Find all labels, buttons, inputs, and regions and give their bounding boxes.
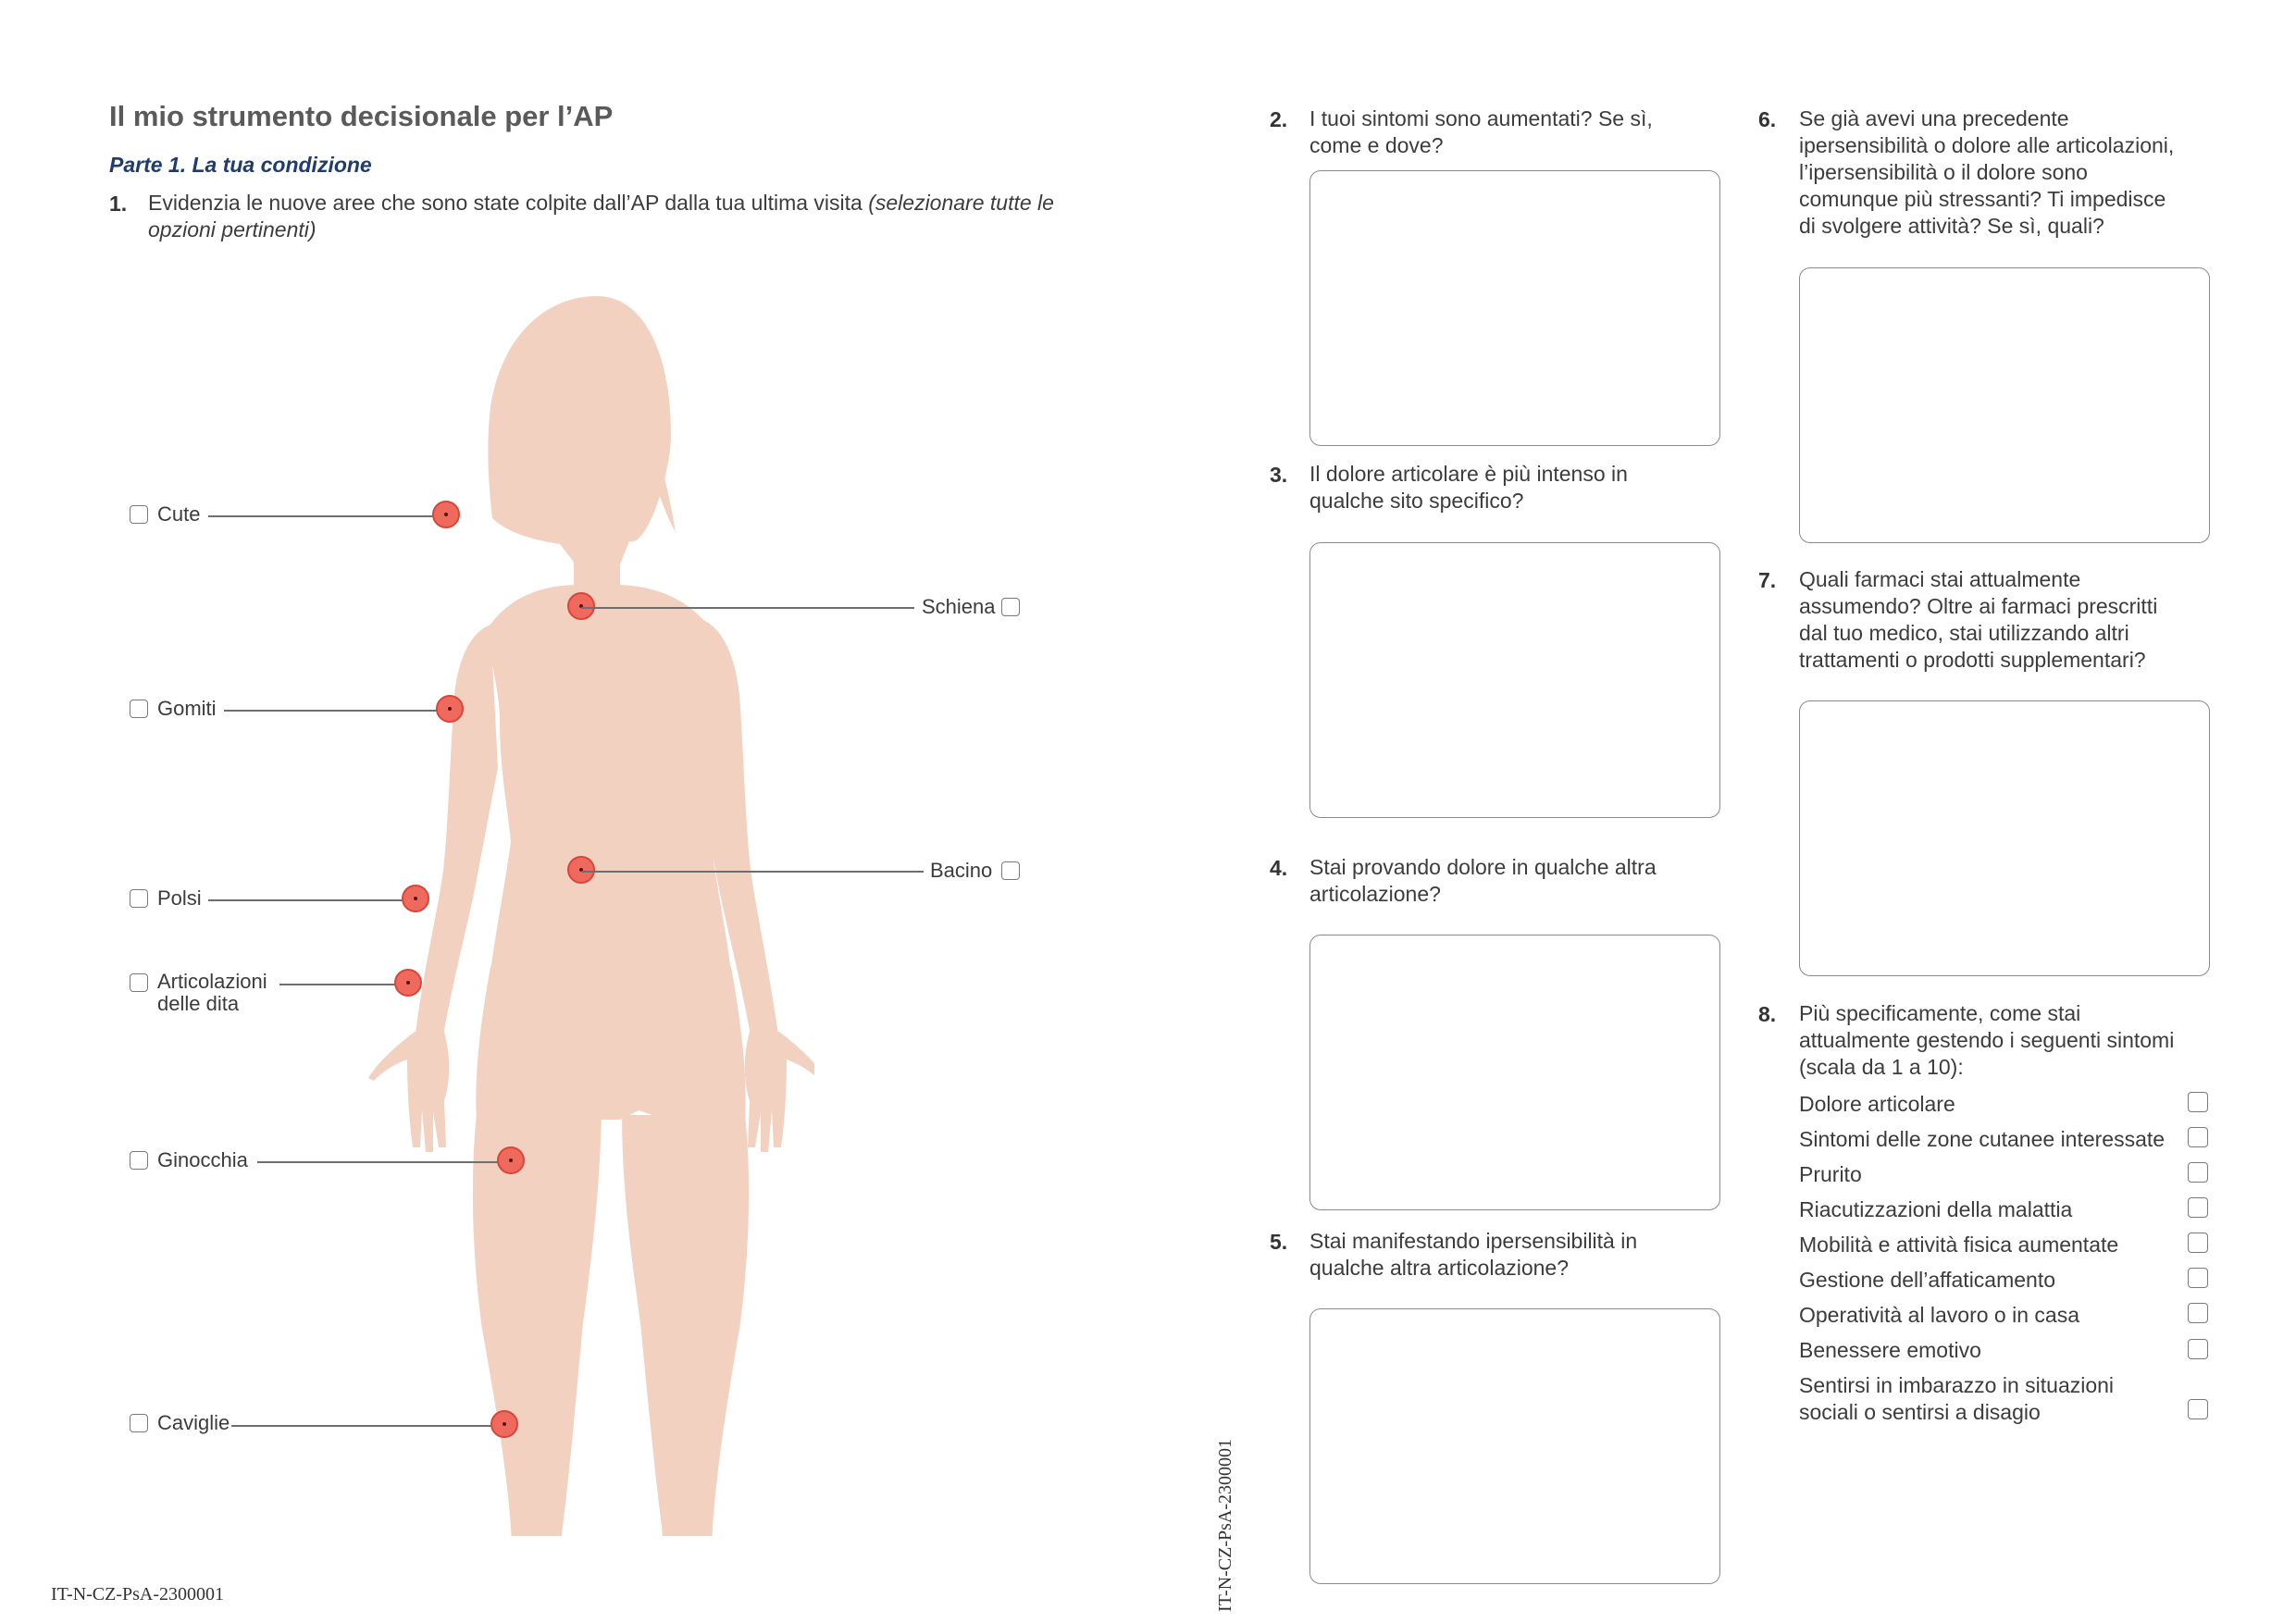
symptom-checkbox-8[interactable] bbox=[2188, 1339, 2208, 1359]
q3-text bbox=[1309, 461, 1628, 514]
label-dita-line1: Articolazioni bbox=[157, 970, 267, 993]
symptom-imbarazzo-line2: sociali o sentirsi a disagio bbox=[1799, 1400, 2041, 1424]
q5-number: 5. bbox=[1270, 1230, 1288, 1254]
q6-answer-box[interactable] bbox=[1799, 267, 2210, 543]
symptom-operativita: Operatività al lavoro o in casa bbox=[1799, 1303, 2079, 1327]
symptom-checkbox-5[interactable] bbox=[2188, 1233, 2208, 1253]
symptom-checkbox-4[interactable] bbox=[2188, 1197, 2208, 1218]
checkbox-polsi[interactable] bbox=[130, 889, 148, 908]
q2-text bbox=[1309, 105, 1653, 159]
q2-answer-box[interactable] bbox=[1309, 170, 1720, 446]
leader-line-caviglie bbox=[231, 1425, 504, 1427]
q3-answer-box[interactable] bbox=[1309, 542, 1720, 818]
symptom-mobilita: Mobilità e attività fisica aumentate bbox=[1799, 1233, 2119, 1257]
pelvis-shape bbox=[476, 967, 745, 1120]
q7-line3: dal tuo medico, stai utilizzando altri bbox=[1799, 621, 2129, 645]
q1-number: 1. bbox=[109, 192, 128, 216]
page-title: Il mio strumento decisionale per l’AP bbox=[109, 100, 614, 132]
q7-line2: assumendo? Oltre ai farmaci prescritti bbox=[1799, 594, 2158, 618]
q2-number: 2. bbox=[1270, 107, 1288, 131]
torso-shape bbox=[490, 585, 731, 972]
q7-line4: trattamenti o prodotti supplementari? bbox=[1799, 648, 2146, 672]
q8-text bbox=[1799, 1000, 2174, 1081]
right-hand-shape bbox=[745, 1032, 814, 1152]
leader-line-cute bbox=[208, 515, 444, 517]
part-title: Parte 1. La tua condizione bbox=[109, 153, 372, 177]
marker-schiena[interactable] bbox=[567, 592, 595, 620]
label-gomiti: Gomiti bbox=[157, 697, 217, 720]
q3-line2: qualche sito specifico? bbox=[1309, 489, 1524, 513]
q7-number: 7. bbox=[1758, 568, 1777, 592]
symptom-benessere: Benessere emotivo bbox=[1799, 1338, 1981, 1362]
marker-gomiti[interactable] bbox=[436, 695, 464, 723]
label-caviglie: Caviglie bbox=[157, 1411, 230, 1434]
q4-text bbox=[1309, 854, 1657, 908]
q4-number: 4. bbox=[1270, 856, 1288, 880]
label-schiena: Schiena bbox=[922, 595, 996, 618]
label-dita bbox=[157, 971, 267, 1015]
symptom-checkbox-3[interactable] bbox=[2188, 1162, 2208, 1183]
q6-line2: ipersensibilità o dolore alle articolazioni, bbox=[1799, 133, 2175, 157]
q8-number: 8. bbox=[1758, 1002, 1777, 1026]
q8-line1: Più specificamente, come stai bbox=[1799, 1001, 2081, 1025]
marker-caviglie[interactable] bbox=[490, 1410, 518, 1438]
marker-ginocchia[interactable] bbox=[497, 1146, 525, 1174]
body-silhouette bbox=[352, 287, 814, 1536]
q6-line3: l’ipersensibilità o il dolore sono bbox=[1799, 160, 2088, 184]
q4-line1: Stai provando dolore in qualche altra bbox=[1309, 855, 1657, 879]
checkbox-gomiti[interactable] bbox=[130, 700, 148, 718]
marker-polsi[interactable] bbox=[402, 885, 429, 912]
q5-answer-box[interactable] bbox=[1309, 1308, 1720, 1584]
q5-line2: qualche altra articolazione? bbox=[1309, 1256, 1570, 1280]
doc-code-vertical: IT-N-CZ-PsA-2300001 bbox=[1215, 1438, 1235, 1612]
leader-line-ginocchia bbox=[257, 1161, 512, 1163]
symptom-checkbox-2[interactable] bbox=[2188, 1127, 2208, 1147]
label-cute: Cute bbox=[157, 502, 201, 526]
q6-line5: di svolgere attività? Se sì, quali? bbox=[1799, 214, 2104, 238]
marker-bacino[interactable] bbox=[567, 856, 595, 884]
q6-line4: comunque più stressanti? Ti impedisce bbox=[1799, 187, 2166, 211]
leader-line-gomiti bbox=[224, 710, 451, 712]
checkbox-bacino[interactable] bbox=[1001, 861, 1020, 880]
q2-line1: I tuoi sintomi sono aumentati? Se sì, bbox=[1309, 106, 1653, 130]
checkbox-caviglie[interactable] bbox=[130, 1414, 148, 1432]
checkbox-cute[interactable] bbox=[130, 505, 148, 524]
checkbox-ginocchia[interactable] bbox=[130, 1151, 148, 1170]
right-leg-shape bbox=[622, 1115, 749, 1536]
symptom-checkbox-6[interactable] bbox=[2188, 1268, 2208, 1288]
symptom-zone-cutanee: Sintomi delle zone cutanee interessate bbox=[1799, 1127, 2166, 1151]
q5-line1: Stai manifestando ipersensibilità in bbox=[1309, 1229, 1638, 1253]
q5-text bbox=[1309, 1228, 1637, 1282]
symptom-checkbox-7[interactable] bbox=[2188, 1303, 2208, 1323]
marker-cute[interactable] bbox=[432, 501, 460, 528]
symptom-checkbox-1[interactable] bbox=[2188, 1092, 2208, 1112]
checkbox-dita[interactable] bbox=[130, 973, 148, 992]
q4-line2: articolazione? bbox=[1309, 882, 1441, 906]
symptom-affaticamento: Gestione dell’affaticamento bbox=[1799, 1268, 2056, 1292]
q7-text bbox=[1799, 566, 2157, 674]
leader-line-schiena bbox=[581, 607, 914, 609]
q2-line2: come e dove? bbox=[1309, 133, 1444, 157]
q4-answer-box[interactable] bbox=[1309, 935, 1720, 1210]
leader-line-dita bbox=[279, 984, 409, 985]
leader-line-polsi bbox=[208, 899, 416, 901]
q1-text-main: Evidenzia le nuove aree che sono state colpite dall’AP dalla tua ultima visita bbox=[148, 191, 863, 215]
marker-dita[interactable] bbox=[394, 969, 422, 997]
q7-line1: Quali farmaci stai attualmente bbox=[1799, 567, 2081, 591]
neck-shape bbox=[574, 537, 620, 592]
q6-text bbox=[1799, 105, 2174, 240]
q8-line3: (scala da 1 a 10): bbox=[1799, 1055, 1964, 1079]
symptom-imbarazzo-line1: Sentirsi in imbarazzo in situazioni bbox=[1799, 1373, 2115, 1397]
symptom-imbarazzo bbox=[1799, 1372, 2114, 1426]
leader-line-bacino bbox=[581, 871, 924, 873]
label-polsi: Polsi bbox=[157, 886, 202, 910]
q3-line1: Il dolore articolare è più intenso in bbox=[1309, 462, 1628, 486]
q6-line1: Se già avevi una precedente bbox=[1799, 106, 2069, 130]
left-hand-shape bbox=[368, 1032, 449, 1152]
q3-number: 3. bbox=[1270, 463, 1288, 487]
left-leg-shape bbox=[473, 1115, 602, 1536]
q7-answer-box[interactable] bbox=[1799, 700, 2210, 976]
label-bacino: Bacino bbox=[930, 859, 993, 882]
symptom-checkbox-9[interactable] bbox=[2188, 1399, 2208, 1419]
q1-text-italic: (selezionare tutte le opzioni pertinenti) bbox=[148, 191, 1054, 242]
q8-line2: attualmente gestendo i seguenti sintomi bbox=[1799, 1028, 2175, 1052]
symptom-prurito: Prurito bbox=[1799, 1162, 1862, 1186]
symptom-dolore-articolare: Dolore articolare bbox=[1799, 1092, 1955, 1116]
label-dita-line2: delle dita bbox=[157, 992, 240, 1015]
symptom-riacutizzazioni: Riacutizzazioni della malattia bbox=[1799, 1197, 2073, 1221]
label-ginocchia: Ginocchia bbox=[157, 1148, 248, 1171]
doc-code-bottom: IT-N-CZ-PsA-2300001 bbox=[51, 1584, 225, 1604]
q1-text bbox=[148, 190, 1074, 243]
left-arm-shape bbox=[415, 625, 498, 1041]
checkbox-schiena[interactable] bbox=[1001, 598, 1020, 616]
q6-number: 6. bbox=[1758, 107, 1777, 131]
